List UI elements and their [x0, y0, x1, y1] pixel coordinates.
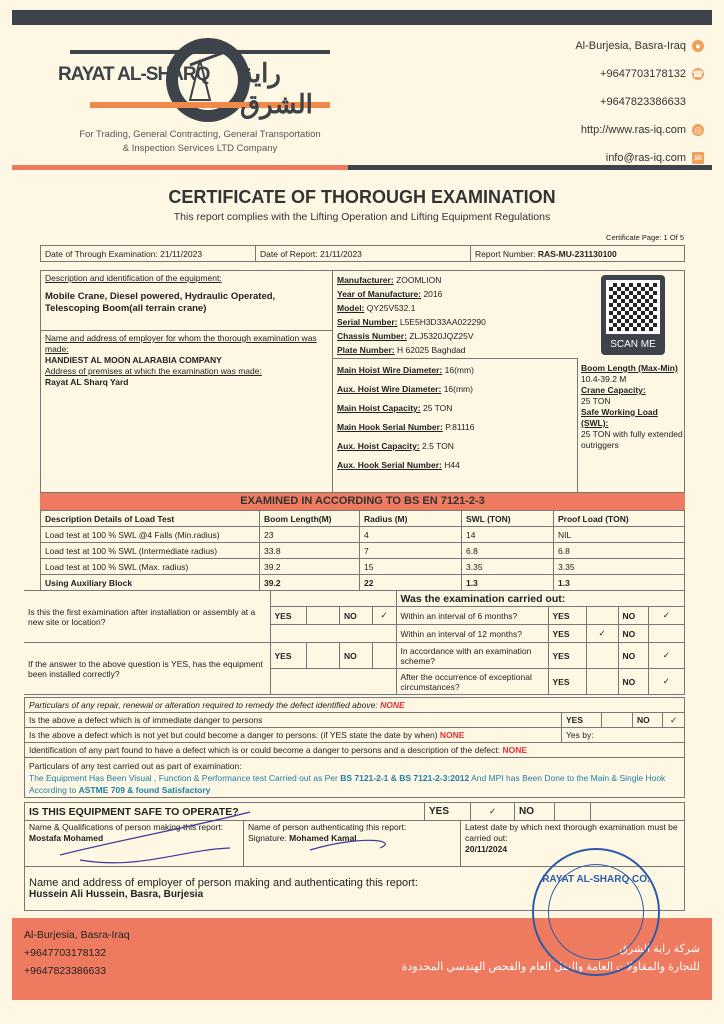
immediate-no-check[interactable]: ✓ [663, 713, 685, 728]
scan-me-label: SCAN ME [610, 339, 656, 350]
safe-no-box[interactable] [555, 803, 591, 821]
6m-no-check[interactable]: ✓ [648, 607, 685, 625]
repair-row: Particulars of any repair, renewal or alteration required to remedy the defect identified above: NONE [25, 698, 685, 713]
company-logo [50, 30, 350, 130]
12m-no-box[interactable] [648, 625, 685, 643]
carried-out-heading: Was the examination carried out: [396, 591, 685, 607]
table-row: Using Auxiliary Block 39.2 22 1.3 1.3 [41, 575, 685, 591]
safe-question: IS THIS EQUIPMENT SAFE TO OPERATE? [25, 803, 425, 821]
footer-phone-1: +9647703178132 [24, 947, 107, 959]
report-date: Date of Report: 21/11/2023 [256, 246, 471, 262]
premises: Rayat AL Sharq Yard [45, 377, 129, 387]
next-exam-cell: Latest date by which next thorough examination must be carried out: 20/11/2024 [461, 821, 685, 867]
certificate-page: Certificate Page: 1 Of 5 [606, 233, 684, 242]
load-test-heading: EXAMINED IN ACCORDING TO BS EN 7121-2-3 [40, 493, 685, 510]
equipment-description: Mobile Crane, Diesel powered, Hydraulic Operated, Telescoping Boom(all terrain crane) [45, 291, 276, 314]
table-row: Load test at 100 % SWL (Max. radius) 39.2 15 3.35 3.35 [41, 559, 685, 575]
load-test-table [40, 510, 685, 591]
col-header: Proof Load (TON) [554, 511, 685, 527]
next-exam-date: 20/11/2024 [465, 844, 508, 854]
phone-2: +9647823386633 [600, 96, 686, 108]
spec-plate: Plate Number: H 62025 Baghdad [337, 345, 466, 355]
auth-name: Mohamed Kamal [289, 833, 357, 843]
q1-no-check[interactable]: ✓ [372, 607, 396, 625]
divider-dark [348, 165, 712, 170]
globe-icon: ◎ [692, 124, 704, 136]
website-link[interactable]: http://www.ras-iq.com [580, 124, 686, 136]
mail-icon: ✉ [692, 152, 704, 164]
spec-year: Year of Manufacture: 2016 [337, 289, 443, 299]
report-number: Report Number: RAS-MU-231130100 [471, 246, 685, 262]
test-particulars: Particulars of any test carried out as part of examination: The Equipment Has Been Visual , Function & Performance test Carried out as Per BS 7121-2-1 & BS 7121-2-3:2012 And MPI has Been Done to the Main & Single Hook According to ASTME 709 & found Satisfactory [25, 758, 685, 798]
identification-row: Identification of any part found to have a defect which is or could become a danger to persons and a description of the defect: NONE [25, 743, 685, 758]
header-bar [12, 10, 712, 25]
divider-orange [12, 165, 348, 170]
employer-name: HANDIEST AL MOON ALARABIA COMPANY [45, 355, 222, 365]
table-row: Load test at 100 % SWL @4 Falls (Min.radius) 23 4 14 NIL [41, 527, 685, 543]
email-link[interactable]: info@ras-iq.com [605, 152, 686, 164]
yes-by: Yes by: [562, 728, 685, 743]
12m-yes-check[interactable]: ✓ [586, 625, 618, 643]
employer-label: Name and address of employer for whom the thorough examination was made: [45, 333, 317, 354]
location-icon: ● [692, 40, 704, 52]
handwritten-signatures [60, 800, 400, 880]
desc-label: Description and identification of the equipment: [45, 273, 222, 283]
maker-cell: Name & Qualifications of person making this report: Mostafa Mohamed [25, 821, 244, 867]
qr-code[interactable] [601, 275, 665, 355]
contact-info [575, 32, 704, 172]
col-header: Description Details of Load Test [41, 511, 260, 527]
employer-row: Name and address of employer of person making and authenticating this report: Hussein Ali Hussein, Basra, Burjesia [25, 867, 685, 911]
company-name-ar: راية الشرق [240, 58, 313, 119]
page-title: CERTIFICATE OF THOROUGH EXAMINATION [168, 187, 556, 207]
footer-arabic-tagline: للتجارة والمقاولات العامة والنقل العام والفحص الهندسي المحدودة [401, 961, 700, 973]
table-row: Load test at 100 % SWL (Intermediate radius) 33.8 7 6.8 6.8 [41, 543, 685, 559]
company-name-en: RAYAT AL-SHARQ [58, 64, 210, 85]
defects-table: Particulars of any repair, renewal or alteration required to remedy the defect identified above: NONE Is the above a defect which is of immediate danger to persons YES NO ✓ Is the above a defect which is not yet but could become a danger to persons: (if YES state the date by when) NONE Yes by: Identification of any part found to have a defect which is or could become a danger to persons and a description of the defect: NONE Particulars of any test carried out as part of examination: The Equipment Has Been Visual , Function & Performance test Carried out as Per BS 7121-2-1 & BS 7121-2-3:2012 And MPI has Been Done to the Main & Single Hook According to ASTME 709 & found Satisfactory [24, 697, 685, 798]
q2-yes-box[interactable] [307, 643, 340, 669]
could-danger-row: Is the above a defect which is not yet but could become a danger to persons: (if YES state the date by when) NONE [25, 728, 562, 743]
exceptional-no-check[interactable]: ✓ [648, 669, 685, 695]
boom-info: Boom Length (Max-Min) 10.4-39.2 M Crane Capacity: 25 TON Safe Working Load (SWL): 25 TON with fully extended outriggers [581, 363, 683, 450]
phone-icon: ☎ [692, 69, 704, 79]
dates-row [40, 245, 685, 262]
stamp-text: RAYAT AL-SHARQ CO. [542, 874, 650, 885]
q1-yes-box[interactable] [307, 607, 340, 625]
spec-manufacturer: Manufacturer: ZOOMLION [337, 275, 442, 285]
col-header: Radius (M) [360, 511, 462, 527]
tagline: For Trading, General Contracting, General Transportation & Inspection Services LTD Company [79, 129, 321, 154]
maker-name: Mostafa Mohamed [29, 833, 104, 843]
exam-questions: Is this the first examination after installation or assembly at a new site or location? Was the examination carried out: YES NO ✓ Within an interval of 6 months? YES NO ✓ Within an interval of 12 months? YES ✓ NO If the answer to the above question is YES, has the equipment been installed correctly? YES NO In accordance with an examination scheme? YES NO ✓ After the occurrence of exceptional circumstances? YES NO ✓ [24, 590, 685, 695]
spec-list [333, 271, 578, 359]
premises-label: Address of premises at which the examination was made: [45, 366, 262, 376]
q2-no-box[interactable] [372, 643, 396, 669]
spec-serial: Serial Number: L5E5H3D33AA022290 [337, 317, 486, 327]
col-header: SWL (TON) [462, 511, 554, 527]
immediate-danger-row: Is the above a defect which is of immediate danger to persons [25, 713, 562, 728]
safe-row: IS THIS EQUIPMENT SAFE TO OPERATE? YES ✓ NO [24, 802, 685, 821]
spec-model: Model: QY25V532.1 [337, 303, 416, 313]
equipment-block [40, 270, 685, 493]
hoist-list: Main Hoist Wire Diameter: 16(mm) Aux. Hoist Wire Diameter: 16(mm) Main Hoist Capacity: 25 TON Main Hook Serial Number: P.81116 Aux. Hoist Capacity: 2.5 TON Aux. Hook Serial Number: H44 [333, 359, 578, 494]
company-stamp [532, 848, 660, 976]
exam-date: Date of Through Examination: 21/11/2023 [41, 246, 256, 262]
phone-1: +9647703178132 [600, 68, 686, 80]
q-first-exam: Is this the first examination after installation or assembly at a new site or location? [24, 591, 270, 643]
footer-phone-2: +9647823386633 [24, 965, 107, 977]
footer-arabic-name: شركة راية الشرق [619, 943, 700, 955]
col-header: Boom Length(M) [260, 511, 360, 527]
safe-yes-check[interactable]: ✓ [471, 803, 515, 821]
auth-cell: Name of person authenticating this report: Signature: Mohamed Kamal [244, 821, 461, 867]
address: Al-Burjesia, Basra-Iraq [575, 40, 686, 52]
page-subtitle: This report complies with the Lifting Operation and Lifting Equipment Regulations [173, 211, 551, 223]
spec-chassis: Chassis Number: ZLJ5320JQZ25V [337, 331, 474, 341]
scheme-no-check[interactable]: ✓ [648, 643, 685, 669]
q-installed-correctly: If the answer to the above question is YES, has the equipment been installed correctly? [24, 643, 270, 695]
footer-address: Al-Burjesia, Basra-Iraq [24, 929, 130, 941]
